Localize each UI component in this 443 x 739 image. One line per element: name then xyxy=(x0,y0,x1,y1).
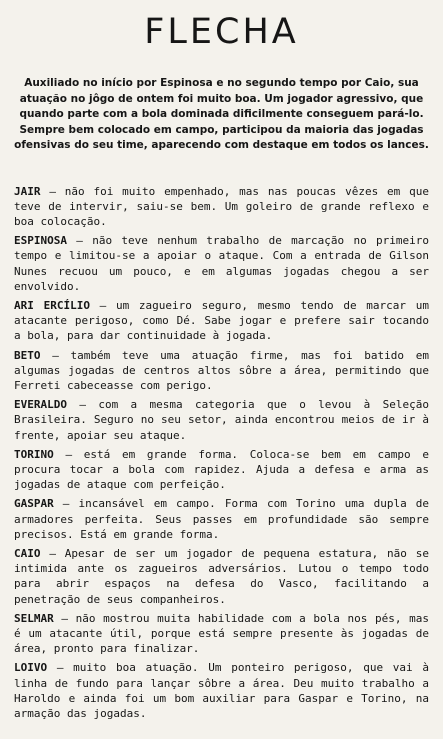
player-comment: — muito boa atuação. Um ponteiro perigoso, que vai à linha de fundo para lançar sôbre a área. Deu muito trabalho a Haroldo e ainda foi um bom auxiliar para Gaspar e Torino, na armação das jogadas. xyxy=(14,661,429,720)
player-comment: — incansável em campo. Forma com Torino uma dupla de armadores perfeita. Seus passes em profundidade são sempre precisos. Está em grande forma. xyxy=(14,497,429,541)
player-name: BETO xyxy=(14,348,41,362)
player-name: GASPAR xyxy=(14,497,54,511)
player-comment: — não mostrou muita habilidade com a bola nos pés, mas é um atacante útil, porque está sempre presente às jogadas de área, pronto para finalizar. xyxy=(14,611,429,656)
player-name: ARI ERCÍLIO xyxy=(14,298,90,312)
player-comment: — um zagueiro seguro, mesmo tendo de marcar um atacante perigoso, como Dé. Sabe jogar e prefere sair tocando a bola, para dar continuidade à jogada. xyxy=(14,298,429,343)
player-name: CAIO xyxy=(14,546,41,560)
player-rating-caio xyxy=(14,546,429,607)
player-rating-torino xyxy=(14,447,429,493)
player-name: LOIVO xyxy=(14,661,48,675)
player-comment: — está em grande forma. Coloca-se bem em campo e procura tocar a bola com rapidez. Ajuda a defesa e arma as jogadas de ataque com perfeição. xyxy=(14,447,429,492)
player-rating-jair xyxy=(14,184,429,230)
lead-paragraph: Auxiliado no início por Espinosa e no segundo tempo por Caio, sua atuação no jôgo de ontem foi muito boa. Um jogador agressivo, que quando parte com a bola dominada dificilmente conseguem pará-lo. Sempre bem colocado em campo, participou da maioria das jogadas ofensivas do seu time, aparecendo com destaque em todos os lances. xyxy=(14,77,429,151)
headline: FLECHA xyxy=(144,12,299,52)
player-name: TORINO xyxy=(14,447,54,461)
player-comment: — Apesar de ser um jogador de pequena estatura, não se intimida ante os zagueiros adversários. Lutou o tempo todo para abrir espaços na defesa do Vasco, facilitando a penetração de seus companheiros. xyxy=(14,546,429,606)
player-rating-everaldo xyxy=(14,397,429,443)
player-name: EVERALDO xyxy=(14,398,67,412)
player-rating-beto xyxy=(14,348,429,394)
player-rating-ari-ercilio xyxy=(14,298,429,344)
player-ratings xyxy=(14,184,429,722)
player-comment: — não foi muito empenhado, mas nas poucas vêzes em que teve de intervir, saiu-se bem. Um goleiro de grande reflexo e boa colocação. xyxy=(14,184,429,228)
player-rating-espinosa xyxy=(14,233,429,294)
player-rating-loivo xyxy=(14,660,429,721)
player-comment: — com a mesma categoria que o levou à Seleção Brasileira. Seguro no seu setor, ainda encontrou meios de ir à frente, apoiar seu ataque. xyxy=(14,398,429,442)
player-name: ESPINOSA xyxy=(14,234,67,248)
player-name: JAIR xyxy=(14,184,41,198)
player-name: SELMAR xyxy=(14,611,54,625)
player-rating-selmar xyxy=(14,611,429,657)
player-rating-gaspar xyxy=(14,496,429,542)
player-comment: — também teve uma atuação firme, mas foi batido em algumas jogadas de centros altos sôbre a área, permitindo que Ferreti cabeceasse com perigo. xyxy=(14,348,429,392)
player-comment: — não teve nenhum trabalho de marcação no primeiro tempo e limitou-se a apoiar o ataque. Com a entrada de Gilson Nunes recuou um pouco, e em algumas jogadas chegou a ser envolvido. xyxy=(14,234,429,293)
